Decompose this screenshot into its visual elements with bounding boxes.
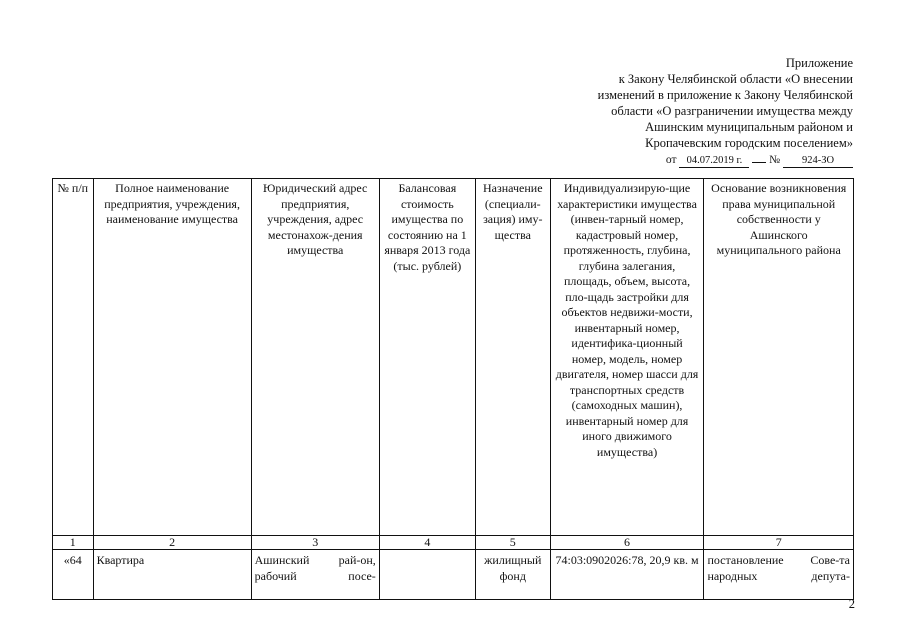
law-date: 04.07.2019 г. bbox=[679, 154, 749, 168]
table-header-row bbox=[53, 179, 854, 536]
header-cell-number: № п/п bbox=[53, 179, 94, 536]
column-number: 7 bbox=[704, 536, 854, 550]
column-number: 3 bbox=[251, 536, 379, 550]
column-number: 6 bbox=[550, 536, 704, 550]
column-number: 2 bbox=[93, 536, 251, 550]
number-label: № bbox=[769, 154, 781, 166]
appendix-header bbox=[543, 55, 853, 168]
column-number: 5 bbox=[475, 536, 550, 550]
property-table bbox=[52, 178, 854, 600]
row-address: Ашинский рай-он, рабочий посе- bbox=[251, 550, 379, 600]
header-cell-basis: Основание возникновения права муниципальной собственности у Ашинского муниципального района bbox=[704, 179, 854, 536]
row-value bbox=[379, 550, 475, 600]
column-number: 1 bbox=[53, 536, 94, 550]
header-cell-value: Балансовая стоимость имущества по состоянию на 1 января 2013 года (тыс. рублей) bbox=[379, 179, 475, 536]
row-number: «64 bbox=[53, 550, 94, 600]
row-name: Квартира bbox=[93, 550, 251, 600]
header-cell-characteristics: Индивидуализирую-щие характеристики имущества (инвен-тарный номер, кадастровый номер, протяженность, глубина, глубина залегания, площадь, объем, высота, пло-щадь застройки для объектов недвижи-мости, инвентарный номер, идентифика-ционный номер, модель, номер двигателя, номер шасси для транспортных средств (самоходных машин), инвентарный номер для иного движимого имущества) bbox=[550, 179, 704, 536]
appendix-line: изменений в приложение к Закону Челябинской bbox=[597, 88, 853, 102]
appendix-line: к Закону Челябинской области «О внесении bbox=[618, 72, 853, 86]
table-row bbox=[53, 550, 854, 600]
appendix-line: области «О разграничении имущества между bbox=[611, 104, 853, 118]
header-cell-name: Полное наименование предприятия, учреждения, наименование имущества bbox=[93, 179, 251, 536]
page-number: 2 bbox=[848, 597, 855, 611]
underline-gap bbox=[752, 162, 766, 163]
row-purpose: жилищный фонд bbox=[475, 550, 550, 600]
appendix-line: Ашинским муниципальным районом и bbox=[645, 120, 853, 134]
from-label: от bbox=[665, 154, 677, 166]
law-number: 924-ЗО bbox=[783, 154, 853, 168]
header-cell-address: Юридический адрес предприятия, учреждения, адрес местонахож-дения имущества bbox=[251, 179, 379, 536]
appendix-title: Приложение bbox=[785, 56, 853, 70]
law-signature-line bbox=[543, 152, 853, 168]
row-basis: постановление Сове-та народных депута- bbox=[704, 550, 854, 600]
row-characteristics: 74:03:0902026:78, 20,9 кв. м bbox=[550, 550, 704, 600]
column-number: 4 bbox=[379, 536, 475, 550]
header-cell-purpose: Назначение (специали-зация) иму-щества bbox=[475, 179, 550, 536]
column-number-row bbox=[53, 536, 854, 550]
appendix-line: Кропачевским городским поселением» bbox=[645, 136, 853, 150]
